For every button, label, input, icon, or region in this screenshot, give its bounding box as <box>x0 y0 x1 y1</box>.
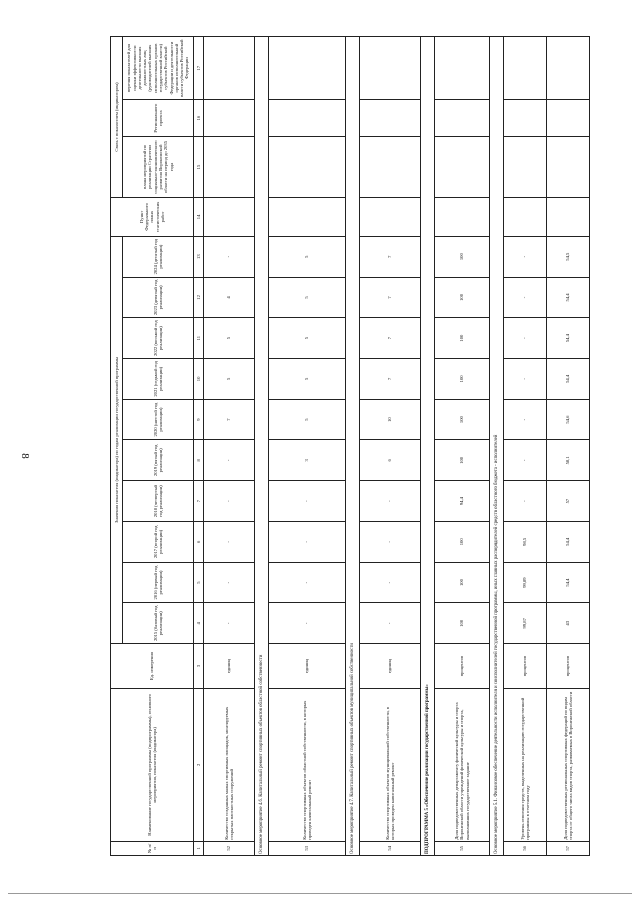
value-cell: 99,87 <box>504 603 547 644</box>
value-cell: - <box>504 399 547 440</box>
value-cell: 54,4 <box>547 359 590 400</box>
value-cell: 54,6 <box>547 399 590 440</box>
section-title: Основное мероприятие 4.6. Капитальный ремонт спортивных объектов областной собственности <box>255 37 269 856</box>
section-row <box>421 37 435 856</box>
scan-edge-line <box>8 893 632 894</box>
value-cell: 57 <box>547 481 590 522</box>
value-cell: 7 <box>360 359 421 400</box>
value-cell: - <box>360 562 421 603</box>
value-cell: - <box>504 236 547 277</box>
col-number: 3 <box>194 644 204 689</box>
empty-cell <box>204 100 255 137</box>
empty-cell <box>204 198 255 237</box>
empty-cell <box>504 100 547 137</box>
value-cell: 54,4 <box>547 277 590 318</box>
col-number: 8 <box>194 440 204 481</box>
value-cell: 7 <box>360 318 421 359</box>
value-cell: 100 <box>435 603 490 644</box>
empty-cell <box>435 100 490 137</box>
value-cell: - <box>504 440 547 481</box>
empty-cell <box>504 136 547 197</box>
empty-cell <box>269 136 346 197</box>
col-number: 12 <box>194 277 204 318</box>
value-cell: 6 <box>360 440 421 481</box>
value-cell: 54,5 <box>547 236 590 277</box>
value-cell: - <box>360 521 421 562</box>
year-header: 2020 (шестой год реализации) <box>123 399 194 440</box>
year-header: 2017 (второй год реализации) <box>123 521 194 562</box>
empty-cell <box>360 198 421 237</box>
unit-cell: единиц <box>360 644 421 689</box>
federal-plan-header: Пункт Федерального плана статистических работ <box>111 198 194 237</box>
value-cell: - <box>204 481 255 522</box>
value-cell: - <box>204 521 255 562</box>
value-cell: - <box>504 481 547 522</box>
section-row <box>490 37 504 856</box>
empty-cell <box>435 198 490 237</box>
empty-cell <box>547 198 590 237</box>
value-cell: 100 <box>435 277 490 318</box>
unit-cell: процентов <box>547 644 590 689</box>
table-row <box>269 37 346 856</box>
indicator-name: Количество созданных малых спортивных площадок, монтируемых открытых плоскостных сооружений <box>204 688 255 841</box>
value-cell: - <box>204 562 255 603</box>
value-cell: - <box>204 603 255 644</box>
col-num-header: № п/п <box>111 841 194 855</box>
empty-cell <box>204 37 255 100</box>
table-row <box>204 37 255 856</box>
indicator-name: Количество спортивных объектов муниципальной собственности, в которых проведен капитальный ремонт <box>360 688 421 841</box>
value-cell: 10 <box>360 399 421 440</box>
table-row <box>547 37 590 856</box>
value-cell: 5 <box>204 359 255 400</box>
value-cell: - <box>269 481 346 522</box>
empty-cell <box>204 136 255 197</box>
col-number: 10 <box>194 359 204 400</box>
year-header: 2024 (десятый год реализации) <box>123 236 194 277</box>
value-cell: - <box>360 603 421 644</box>
value-cell: 5 <box>269 359 346 400</box>
value-cell: 100 <box>435 562 490 603</box>
value-cell: 7 <box>204 399 255 440</box>
empty-cell <box>360 136 421 197</box>
col-number: 9 <box>194 399 204 440</box>
col-number: 2 <box>194 688 204 841</box>
indicators-table <box>110 36 590 856</box>
empty-cell <box>504 198 547 237</box>
value-cell: 100 <box>435 440 490 481</box>
value-cell: 99,89 <box>504 562 547 603</box>
value-cell: 100 <box>435 399 490 440</box>
unit-cell: процентов <box>504 644 547 689</box>
value-cell: 100 <box>435 359 490 400</box>
relation-estimate-header: перечня показателей для оценки эффективности деятельности высших должностных лиц (руководителей высших исполнительных органов государственной власти) субъектов Российской Федерации и деятельности органов исполнительной власти субъектов Российской Федерации <box>123 37 194 100</box>
year-header: 2023 (девятый год реализации) <box>123 277 194 318</box>
row-number: 55 <box>435 841 490 855</box>
value-cell: 94,4 <box>435 481 490 522</box>
col-number: 7 <box>194 481 204 522</box>
empty-cell <box>269 100 346 137</box>
value-cell: 100 <box>435 236 490 277</box>
unit-cell: единиц <box>204 644 255 689</box>
value-cell: 43 <box>547 603 590 644</box>
value-cell: - <box>504 318 547 359</box>
col-number: 5 <box>194 562 204 603</box>
col-unit-header: Ед. измерения <box>111 644 194 689</box>
value-cell: - <box>204 440 255 481</box>
value-cell: 3 <box>269 440 346 481</box>
col-number: 16 <box>194 100 204 137</box>
relation-project-header: Регионального проекта <box>123 100 194 137</box>
row-number: 53 <box>269 841 346 855</box>
value-cell: 54,4 <box>547 318 590 359</box>
value-cell: 98,5 <box>504 521 547 562</box>
year-header: 2018 (четвертый год реализации) <box>123 481 194 522</box>
unit-cell: единиц <box>269 644 346 689</box>
empty-cell <box>269 198 346 237</box>
indicator-name: Доля подведомственных региональных спортивных федераций по видам спорта от общего числа видов спорта, развиваемых в Воронежской области <box>547 688 590 841</box>
empty-cell <box>547 37 590 100</box>
year-header: 2015 (базовый год реализации) <box>123 603 194 644</box>
col-number: 15 <box>194 136 204 197</box>
col-name-header: Наименование государственной программы (подпрограммы), основного мероприятия, показателя (индикатора) <box>111 688 194 841</box>
value-cell: 100 <box>435 521 490 562</box>
empty-cell <box>435 136 490 197</box>
col-number: 11 <box>194 318 204 359</box>
value-cell: 5 <box>204 318 255 359</box>
value-cell: 54,4 <box>547 521 590 562</box>
section-row <box>255 37 269 856</box>
section-row <box>346 37 360 856</box>
relation-strategy-header: плана мероприятий по реализации Стратегии социально-экономического развития Воронежской области на период до 2035 года <box>123 136 194 197</box>
page-number: 8 <box>18 453 31 459</box>
table-row <box>360 37 421 856</box>
empty-cell <box>269 37 346 100</box>
value-cell: 7 <box>360 277 421 318</box>
row-number: 57 <box>547 841 590 855</box>
value-cell: 100 <box>435 318 490 359</box>
col-number: 13 <box>194 236 204 277</box>
col-number: 17 <box>194 37 204 100</box>
section-title: Основное мероприятие 5.1. Финансовое обеспечение деятельности исполнителя и соисполнителей государственной программы, иных главных распорядителей средств областного бюджета - исполнителей <box>490 37 504 856</box>
value-cell: 54,4 <box>547 562 590 603</box>
value-cell: - <box>204 236 255 277</box>
col-number: 1 <box>194 841 204 855</box>
table-row <box>504 37 547 856</box>
section-title: Основное мероприятие 4.7. Капитальный ремонт спортивных объектов муниципальной собственности <box>346 37 360 856</box>
value-cell: 5 <box>269 236 346 277</box>
col-number: 4 <box>194 603 204 644</box>
value-cell: - <box>504 277 547 318</box>
empty-cell <box>435 37 490 100</box>
relation-group-header: Связь с показателем (индикатором) <box>111 37 123 198</box>
indicator-name: Уровень освоения средств, выделенных на реализацию государственной программы в отчетном году <box>504 688 547 841</box>
value-cell: 4 <box>204 277 255 318</box>
value-cell: - <box>360 481 421 522</box>
year-header: 2022 (восьмой год реализации) <box>123 318 194 359</box>
empty-cell <box>360 100 421 137</box>
row-number: 52 <box>204 841 255 855</box>
indicator-name: Количество спортивных объектов областной собственности, в которых проведен капитальный ремонт <box>269 688 346 841</box>
col-number: 6 <box>194 521 204 562</box>
row-number: 54 <box>360 841 421 855</box>
empty-cell <box>504 37 547 100</box>
table-row <box>435 37 490 856</box>
unit-cell: процентов <box>435 644 490 689</box>
col-number: 14 <box>194 198 204 237</box>
value-cell: 58,1 <box>547 440 590 481</box>
value-cell: - <box>269 562 346 603</box>
value-cell: - <box>504 359 547 400</box>
value-cell: 5 <box>269 399 346 440</box>
empty-cell <box>547 136 590 197</box>
value-cell: 5 <box>269 277 346 318</box>
row-number: 56 <box>504 841 547 855</box>
empty-cell <box>360 37 421 100</box>
rotated-table-page <box>110 36 640 856</box>
value-cell: - <box>269 521 346 562</box>
year-header: 2016 (первый год реализации) <box>123 562 194 603</box>
values-group-header: Значения показателя (индикатора) по годам реализации государственной программы <box>111 236 123 643</box>
value-cell: - <box>269 603 346 644</box>
year-header: 2021 (седьмой год реализации) <box>123 359 194 400</box>
value-cell: 7 <box>360 236 421 277</box>
year-header: 2019 (пятый год реализации) <box>123 440 194 481</box>
indicator-name: Доля подведомственных департаменту физической культуры и спорта Воронежской области учреждений физической культуры и спорта, выполнивших государственное задание <box>435 688 490 841</box>
value-cell: 5 <box>269 318 346 359</box>
subprogram-title: ПОДПРОГРАММА 5 «Обеспечение реализации государственной программы» <box>421 37 435 856</box>
empty-cell <box>547 100 590 137</box>
